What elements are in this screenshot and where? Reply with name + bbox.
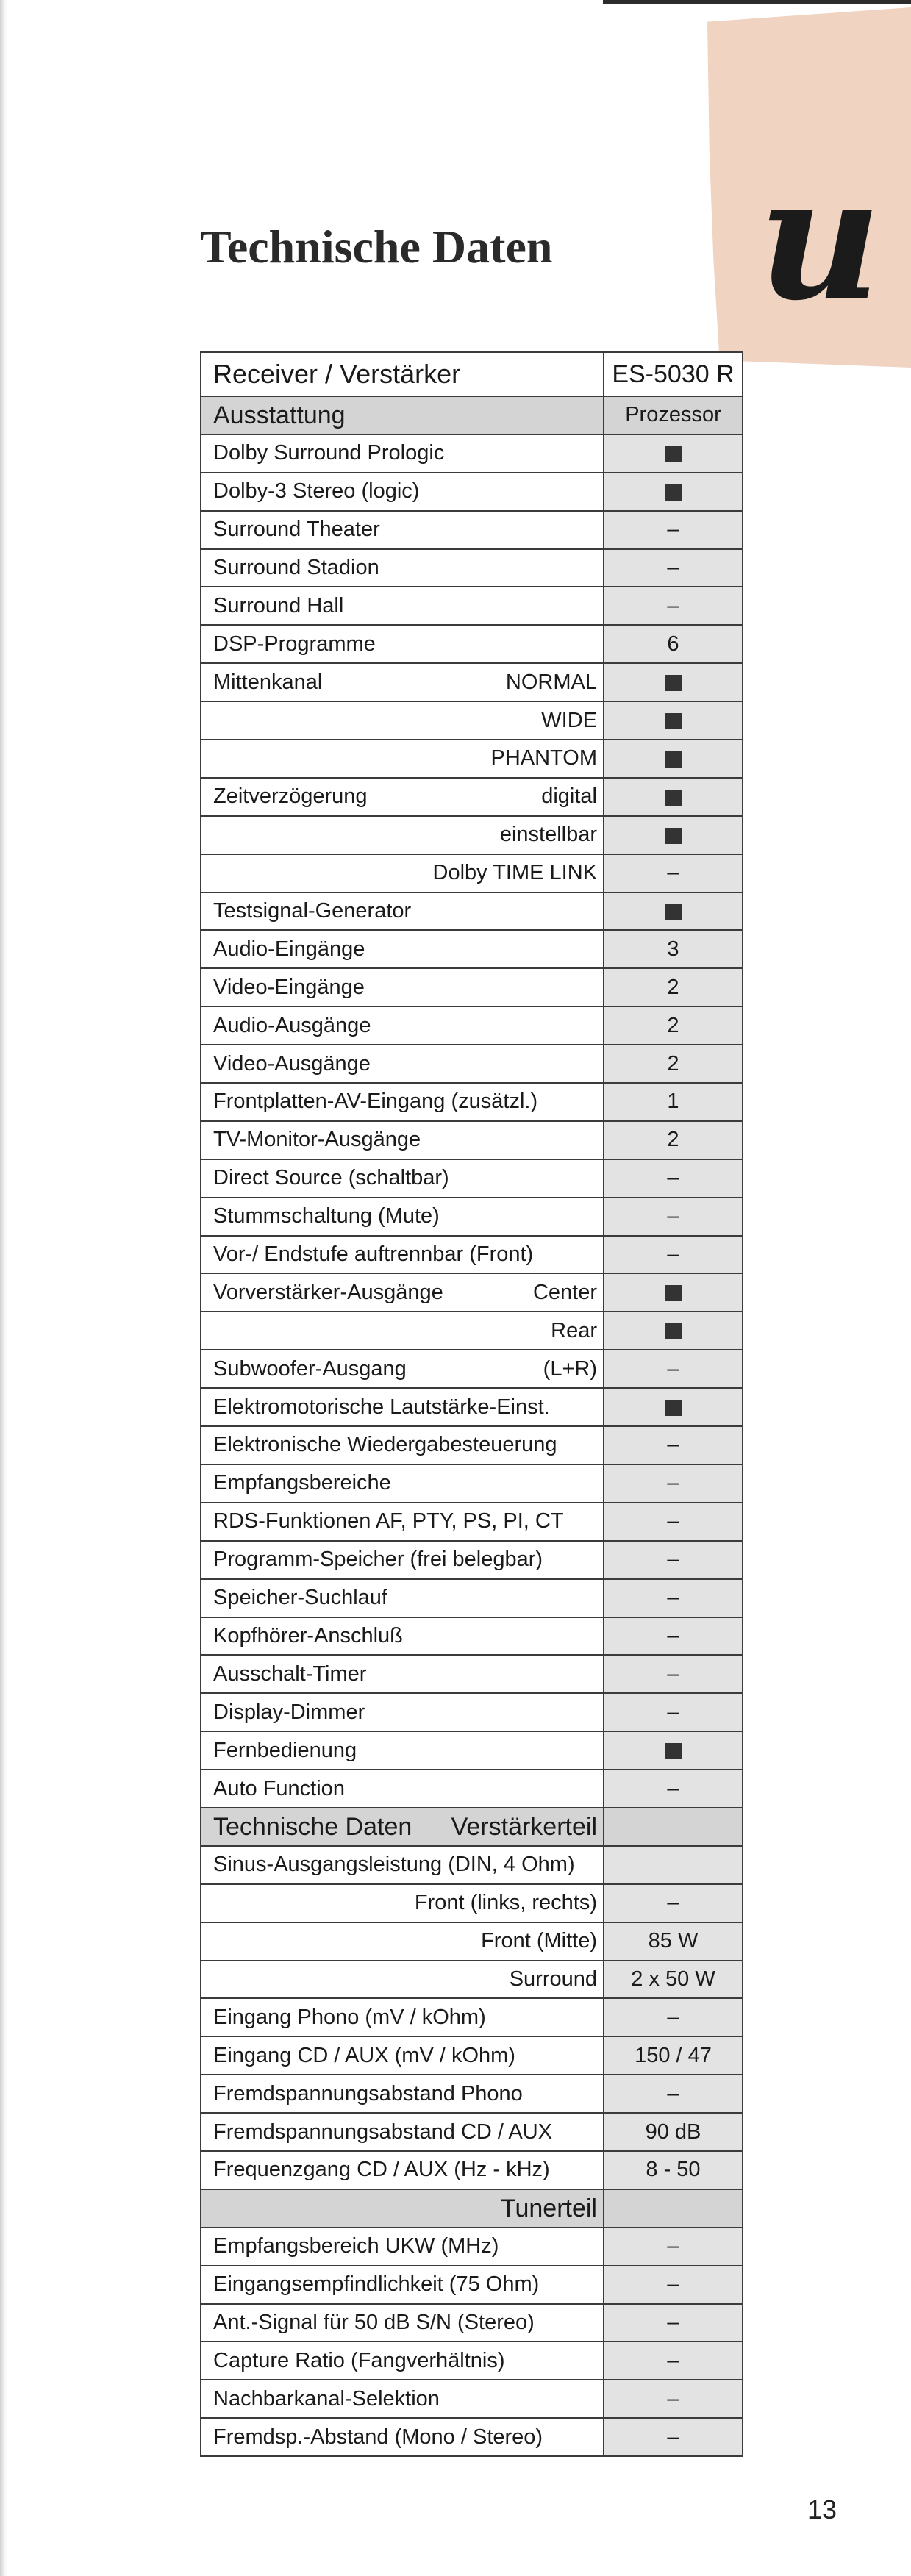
row-value: – (604, 1693, 743, 1731)
row-label (201, 1922, 604, 1961)
row-value (604, 816, 743, 854)
row-value: – (604, 2341, 743, 2380)
row-label (201, 434, 604, 473)
row-label (201, 1464, 604, 1503)
row-label-text: Kopfhörer-Anschluß (213, 1623, 403, 1647)
row-label (201, 1770, 604, 1808)
row-label-text: Nachbarkanal-Selektion (213, 2386, 440, 2411)
feature-present-square-icon (665, 484, 682, 501)
row-label-text: Testsignal-Generator (213, 899, 412, 923)
table-row (201, 854, 743, 892)
row-label (201, 1045, 604, 1083)
table-row (201, 1846, 743, 1884)
row-value: 3 (604, 930, 743, 968)
row-label-text: Sinus-Ausgangsleistung (DIN, 4 Ohm) (213, 1853, 575, 1877)
row-label (201, 1503, 604, 1541)
row-value (604, 663, 743, 701)
section-header-row (201, 1808, 743, 1846)
row-label-text: Video-Ausgänge (213, 1051, 371, 1076)
row-value: 90 dB (604, 2113, 743, 2151)
table-row (201, 2151, 743, 2189)
table-row (201, 1236, 743, 1274)
row-value (604, 434, 743, 473)
row-label (201, 1006, 604, 1045)
feature-present-square-icon (665, 751, 682, 768)
row-label-text: Video-Eingänge (213, 975, 365, 999)
table-row (201, 1312, 743, 1350)
feature-present-square-icon (665, 1323, 682, 1339)
row-label-text: Front (links, rechts) (414, 1891, 597, 1915)
row-label (201, 2228, 604, 2266)
table-row (201, 740, 743, 778)
row-label-text: Surround Hall (213, 593, 344, 618)
row-label (201, 1426, 604, 1464)
row-label (201, 2075, 604, 2113)
row-label-text: TV-Monitor-Ausgänge (213, 1128, 421, 1152)
row-value: 1 (604, 1083, 743, 1121)
table-row (201, 2380, 743, 2418)
table-row (201, 1693, 743, 1731)
table-row (201, 1961, 743, 1999)
row-label-text: Subwoofer-Ausgang (213, 1356, 407, 1381)
table-row (201, 1579, 743, 1617)
row-value: 2 x 50 W (604, 1961, 743, 1999)
row-value: – (604, 1503, 743, 1541)
page-title: Technische Daten (200, 221, 553, 273)
table-row (201, 778, 743, 816)
row-label (201, 2380, 604, 2418)
row-value: – (604, 2304, 743, 2342)
row-label-text: Technische Daten (213, 1812, 412, 1841)
feature-present-square-icon (665, 713, 682, 729)
row-label-text: Elektronische Wiedergabesteuerung (213, 1433, 557, 1457)
table-row (201, 1045, 743, 1083)
table-row (201, 816, 743, 854)
table-header-model: ES-5030 R (604, 352, 743, 396)
row-label (201, 1273, 604, 1312)
row-label (201, 740, 604, 778)
table-row (201, 549, 743, 587)
row-value (604, 740, 743, 778)
row-label-text: Rear (551, 1318, 597, 1342)
row-label (201, 2341, 604, 2380)
row-label-text: Front (Mitte) (481, 1929, 597, 1953)
row-label (201, 2304, 604, 2342)
row-label-text: Vor-/ Endstufe auftrennbar (Front) (213, 1242, 534, 1267)
feature-present-square-icon (665, 1743, 682, 1759)
row-label (201, 1083, 604, 1121)
table-row (201, 2341, 743, 2380)
row-value: – (604, 2418, 743, 2456)
table-row (201, 587, 743, 625)
paper-edge-shadow (0, 0, 7, 2576)
table-row (201, 1350, 743, 1388)
row-label (201, 968, 604, 1006)
row-label-text: Surround (509, 1967, 597, 1991)
table-row (201, 2113, 743, 2151)
row-label-text: PHANTOM (490, 746, 597, 770)
row-label (201, 701, 604, 740)
table-row (201, 1464, 743, 1503)
row-label (201, 1541, 604, 1579)
row-value (604, 1388, 743, 1426)
row-label-text: Dolby TIME LINK (432, 861, 597, 885)
row-label-text: Fremdsp.-Abstand (Mono / Stereo) (213, 2425, 543, 2449)
row-label-text: Programm-Speicher (frei belegbar) (213, 1548, 543, 1572)
row-label (201, 1808, 604, 1846)
row-label-text: Speicher-Suchlauf (213, 1586, 387, 1610)
row-value (604, 1731, 743, 1770)
feature-present-square-icon (665, 828, 682, 844)
row-label (201, 1693, 604, 1731)
feature-present-square-icon (665, 1400, 682, 1416)
feature-present-square-icon (665, 1285, 682, 1301)
row-label-text: Auto Function (213, 1776, 345, 1800)
top-edge-strip (603, 0, 911, 4)
table-row (201, 1922, 743, 1961)
row-label-text: Frequenzgang CD / AUX (Hz - kHz) (213, 2158, 550, 2182)
table-row (201, 1083, 743, 1121)
row-label (201, 2151, 604, 2189)
row-label-text: Eingang Phono (mV / kOhm) (213, 2005, 486, 2029)
row-label (201, 1846, 604, 1884)
row-value: – (604, 1579, 743, 1617)
table-row (201, 2075, 743, 2113)
row-label-text: einstellbar (499, 823, 597, 847)
row-value: – (604, 1541, 743, 1579)
row-label-text: Vorverstärker-Ausgänge (213, 1280, 443, 1304)
table-row (201, 1273, 743, 1312)
row-label-text: WIDE (541, 708, 597, 732)
table-row (201, 663, 743, 701)
row-label (201, 1159, 604, 1198)
row-value: 2 (604, 1006, 743, 1045)
row-value: – (604, 1655, 743, 1693)
row-label (201, 1121, 604, 1159)
row-label (201, 1731, 604, 1770)
row-value: – (604, 2266, 743, 2304)
row-label-text: Display-Dimmer (213, 1700, 365, 1724)
section-tab-letter: u (758, 140, 882, 338)
row-label-text: Ant.-Signal für 50 dB S/N (Stereo) (213, 2310, 535, 2334)
table-row (201, 1121, 743, 1159)
row-label (201, 1236, 604, 1274)
row-value: Prozessor (604, 396, 743, 434)
row-label-text: Stummschaltung (Mute) (213, 1204, 440, 1228)
section-header-row (201, 396, 743, 434)
row-value (604, 892, 743, 931)
row-value (604, 1273, 743, 1312)
row-label-text: Elektromotorische Lautstärke-Einst. (213, 1395, 550, 1419)
row-label-text: Ausschalt-Timer (213, 1661, 367, 1686)
table-row (201, 2304, 743, 2342)
row-label-text: Fremdspannungsabstand Phono (213, 2081, 523, 2105)
row-label-text: Frontplatten-AV-Eingang (zusätzl.) (213, 1090, 538, 1114)
row-label (201, 854, 604, 892)
table-row (201, 434, 743, 473)
row-label (201, 892, 604, 931)
row-label-text: RDS-Funktionen AF, PTY, PS, PI, CT (213, 1509, 564, 1534)
row-label (201, 1884, 604, 1922)
row-label-text: Tunerteil (500, 2194, 597, 2222)
table-row (201, 1998, 743, 2036)
row-value: – (604, 854, 743, 892)
page-number: 13 (807, 2494, 837, 2525)
table-row (201, 1655, 743, 1693)
row-value: – (604, 1884, 743, 1922)
row-label-text: Dolby-3 Stereo (logic) (213, 479, 420, 504)
row-value: – (604, 1350, 743, 1388)
row-value: – (604, 511, 743, 549)
row-label-text: Eingangsempfindlichkeit (75 Ohm) (213, 2272, 540, 2297)
row-value (604, 1846, 743, 1884)
row-label-text: Dolby Surround Prologic (213, 441, 445, 465)
feature-present-square-icon (665, 904, 682, 920)
row-value: – (604, 1770, 743, 1808)
row-value: 8 - 50 (604, 2151, 743, 2189)
row-label-text: Empfangsbereich UKW (MHz) (213, 2234, 499, 2258)
table-row (201, 1426, 743, 1464)
row-value: – (604, 1159, 743, 1198)
row-label (201, 1998, 604, 2036)
row-label (201, 778, 604, 816)
row-label (201, 2189, 604, 2228)
row-label (201, 2418, 604, 2456)
row-value: – (604, 1426, 743, 1464)
row-label (201, 396, 604, 434)
table-row (201, 1731, 743, 1770)
row-value: – (604, 2228, 743, 2266)
row-label-text: Direct Source (schaltbar) (213, 1166, 449, 1190)
row-label (201, 2036, 604, 2075)
table-row (201, 2228, 743, 2266)
table-row (201, 511, 743, 549)
table-row (201, 968, 743, 1006)
row-value: – (604, 549, 743, 587)
row-value (604, 2189, 743, 2228)
row-label-text: Surround Theater (213, 518, 380, 542)
row-label (201, 625, 604, 663)
row-label-qualifier: digital (541, 784, 597, 809)
row-value: 2 (604, 1045, 743, 1083)
table-row (201, 1503, 743, 1541)
row-label-text: Fremdspannungsabstand CD / AUX (213, 2119, 553, 2144)
row-value: 6 (604, 625, 743, 663)
table-row (201, 625, 743, 663)
row-label-qualifier: NORMAL (505, 670, 597, 694)
row-value (604, 1312, 743, 1350)
row-label-qualifier: Center (532, 1280, 597, 1304)
feature-present-square-icon (665, 675, 682, 691)
row-value: 2 (604, 1121, 743, 1159)
row-label (201, 1350, 604, 1388)
row-value: – (604, 587, 743, 625)
row-label (201, 816, 604, 854)
row-label (201, 2266, 604, 2304)
row-value: – (604, 1198, 743, 1236)
row-value: – (604, 1998, 743, 2036)
table-row (201, 1541, 743, 1579)
row-value: – (604, 1464, 743, 1503)
table-header-row (201, 352, 743, 396)
row-value: 85 W (604, 1922, 743, 1961)
table-row (201, 930, 743, 968)
row-value: – (604, 2380, 743, 2418)
row-label-text: Ausstattung (213, 401, 346, 429)
row-value: – (604, 1236, 743, 1274)
section-header-row (201, 2189, 743, 2228)
table-row (201, 701, 743, 740)
spec-table (200, 351, 743, 2457)
table-row (201, 1770, 743, 1808)
table-row (201, 1388, 743, 1426)
row-value: – (604, 1617, 743, 1656)
row-label (201, 1198, 604, 1236)
table-row (201, 1884, 743, 1922)
row-value: – (604, 2075, 743, 2113)
row-label-text: Audio-Eingänge (213, 937, 365, 961)
row-label (201, 473, 604, 511)
row-value (604, 1808, 743, 1846)
table-row (201, 2418, 743, 2456)
feature-present-square-icon (665, 790, 682, 806)
table-row (201, 2266, 743, 2304)
row-label (201, 2113, 604, 2151)
row-label (201, 587, 604, 625)
row-label-text: Capture Ratio (Fangverhältnis) (213, 2348, 505, 2372)
table-row (201, 2036, 743, 2075)
row-label (201, 930, 604, 968)
row-label-text: Mittenkanal (213, 670, 323, 694)
row-value (604, 701, 743, 740)
table-row (201, 473, 743, 511)
table-row (201, 1006, 743, 1045)
row-label-text: Audio-Ausgänge (213, 1013, 371, 1037)
row-value (604, 778, 743, 816)
table-header-label: Receiver / Verstärker (201, 352, 604, 396)
row-label (201, 1388, 604, 1426)
row-label-text: Eingang CD / AUX (mV / kOhm) (213, 2043, 515, 2067)
row-label (201, 549, 604, 587)
row-label-text: Surround Stadion (213, 556, 379, 579)
row-value (604, 473, 743, 511)
row-label (201, 1617, 604, 1656)
row-label-text: DSP-Programme (213, 632, 376, 656)
table-row (201, 1159, 743, 1198)
row-value: 150 / 47 (604, 2036, 743, 2075)
table-row (201, 892, 743, 931)
table-row (201, 1617, 743, 1656)
row-value: 2 (604, 968, 743, 1006)
row-label-qualifier: Verstärkerteil (451, 1812, 597, 1841)
row-label (201, 1655, 604, 1693)
row-label (201, 1579, 604, 1617)
feature-present-square-icon (665, 446, 682, 462)
row-label (201, 663, 604, 701)
row-label (201, 1961, 604, 1999)
row-label (201, 1312, 604, 1350)
row-label-text: Zeitverzögerung (213, 784, 368, 809)
row-label (201, 511, 604, 549)
row-label-qualifier: (L+R) (543, 1356, 597, 1381)
row-label-text: Fernbedienung (213, 1738, 357, 1762)
table-row (201, 1198, 743, 1236)
row-label-text: Empfangsbereiche (213, 1471, 391, 1495)
